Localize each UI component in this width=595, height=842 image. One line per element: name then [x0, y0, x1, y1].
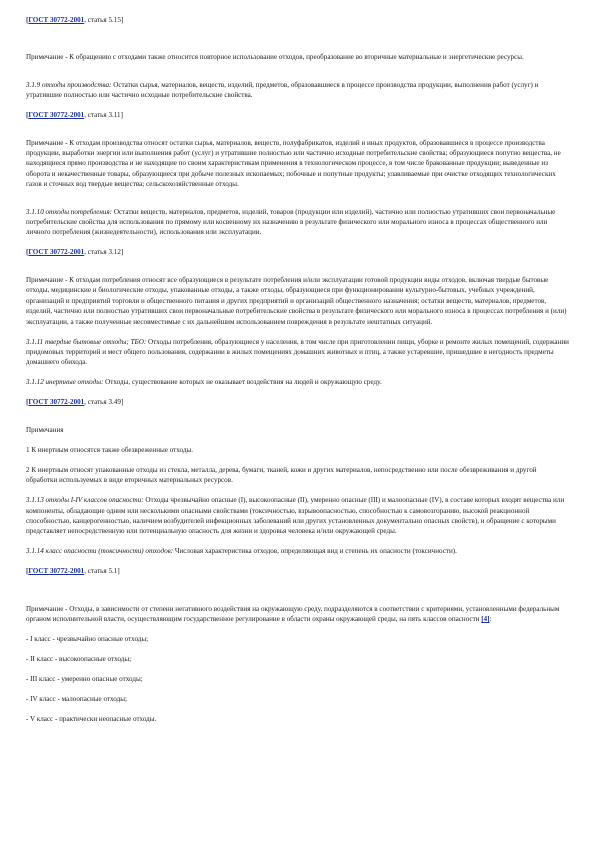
- hazard-class-item: - III класс - умеренно опасные отходы;: [26, 675, 143, 684]
- note-paragraph: [26, 604, 569, 625]
- term-definition: [26, 546, 569, 556]
- note-paragraph: Примечание - К обращению с отходами также относится повторное использование отходов, преобразование во вторичные материальные и энергетические ресурсы.: [26, 53, 524, 62]
- term-text: Числовая характеристика отходов, определяющая вид и степень их опасности (токсичности).: [173, 547, 457, 556]
- term-name: 3.1.9 отходы производства:: [26, 80, 112, 89]
- hazard-class-item: - V класс - практически неопасные отходы.: [26, 715, 157, 724]
- reference-tail: , статья 5.1]: [84, 567, 120, 576]
- reference-tail: , статья 3.49]: [84, 398, 124, 407]
- hazard-class-item: - IV класс - малоопасные отходы;: [26, 695, 127, 704]
- reference-line: [ГОСТ 30772-2001, статья 5.1]: [26, 567, 120, 576]
- note-item: 1 К инертным относятся также обезвреженные отходы.: [26, 445, 194, 454]
- reference-line: [ГОСТ 30772-2001, статья 3.11]: [26, 111, 123, 120]
- footnote-link[interactable]: [4]: [481, 615, 490, 624]
- gost-link[interactable]: ГОСТ 30772-2001: [28, 398, 85, 407]
- note-paragraph: Примечание - К отходам потребления относят все образующиеся в результате потребления и/или эксплуатации готовой продукции виды отходов, включая твердые бытовые отходы, медицинские и биологические отходы, упакованные отходы, а также отходы, образующиеся при функционировании культурно-бытовых, учебных учреждений, организаций и предприятий торговли и общественного питания и других предприятий и организаций общественного назначения; остатки веществ, материалов, предметов, изделий, частично или полностью утративших свои первоначальные потребительские свойства в результате физического или морального износа в процессах потребления и (или) эксплуатации, а также полученные несовместимые с их дальнейшим использованием повреждения в результате нештатных ситуаций.: [26, 275, 567, 326]
- term-text: Отходы, существование которых не оказывает воздействия на людей и окружающую среду.: [103, 378, 382, 387]
- term-text: Отходы чрезвычайно опасные (I), высокоопасные (II), умеренно опасные (III) и малоопасные (IV), в составе которых входят вещества или компоненты, обладающие одним или несколькими опасными свойствами (токсичностью, взрывоопасностью, способностью к самовозгоранию, высокой реакционной способностью, канцерогенностью, наличием возбудителей инфекционных заболеваний или других установленных документально опасных свойств), и обращение с которыми представляет непосредственную или потенциальную опасность для жизни и здоровья человека и/или окружающей среды.: [26, 496, 565, 536]
- term-definition: [26, 337, 569, 368]
- reference-tail: , статья 3.12]: [84, 248, 124, 257]
- note-paragraph: Примечание - К отходам производства относят остатки сырья, материалов, веществ, полуфабрикатов, изделий и иных продуктов, образовавшиеся в процессе производства продукции, выработки энергии или выполнения работ (услуг) и утратившие полностью или частично исходные потребительские свойства; образующиеся попутно вещества, не находящиеся прямо производства и не находящие по своим характеристикам применения в технологическом процессе, в том числе бракованные продукции; выведенные из оборота и некачественные товары, образующиеся при добыче полезных ископаемых; побочные и попутные продукты; улавливаемые при очистке отходящих технологических газов и сточных вод твердые вещества; сельскохозяйственные отходы.: [26, 138, 561, 189]
- hazard-class-item: - I класс - чрезвычайно опасные отходы;: [26, 635, 149, 644]
- term-definition: [26, 80, 569, 101]
- term-definition: [26, 495, 569, 537]
- term-name: 3.1.14 класс опасности (токсичности) отходов:: [26, 547, 174, 556]
- note-tail: :: [489, 615, 492, 624]
- term-text: Отходы потребления, образующиеся у населения, в том числе при приготовлении пищи, уборке и ремонте жилых помещений, содержании придомовых территорий и мест общего пользования, содержании в жилых помещениях домашних животных и птиц, а также устаревшие, пришедшие в негодность предметы домашнего обихода.: [26, 337, 569, 367]
- term-name: 3.1.12 инертные отходы:: [26, 378, 104, 387]
- reference-line: [ГОСТ 30772-2001, статья 3.12]: [26, 248, 124, 257]
- reference-tail: , статья 5.15]: [84, 16, 124, 24]
- reference-line: [ГОСТ 30772-2001, статья 5.15]: [26, 16, 124, 24]
- gost-link[interactable]: ГОСТ 30772-2001: [28, 567, 85, 576]
- term-definition: [26, 207, 569, 238]
- term-name: 3.1.10 отходы потребления:: [26, 207, 113, 216]
- term-name: 3.1.11 твердые бытовые отходы; ТБО:: [26, 337, 147, 346]
- reference-tail: , статья 3.11]: [84, 111, 123, 120]
- gost-link[interactable]: ГОСТ 30772-2001: [28, 16, 85, 24]
- gost-link[interactable]: ГОСТ 30772-2001: [28, 111, 85, 120]
- hazard-class-item: - II класс - высокоопасные отходы;: [26, 655, 132, 664]
- gost-link[interactable]: ГОСТ 30772-2001: [28, 248, 85, 257]
- note-text: Примечание - Отходы, в зависимости от степени негативного воздействия на окружающую среду, подразделяются в соответствии с критериями, установленными федеральным органом исполнительной власти, осуществляющим государственное регулирование в области охраны окружающей среды, на пять классов опасности: [26, 604, 560, 624]
- reference-line: [ГОСТ 30772-2001, статья 3.49]: [26, 398, 124, 407]
- term-definition: [26, 377, 569, 387]
- term-name: 3.1.13 отходы I-IV классов опасности:: [26, 496, 144, 505]
- note-item: 2 К инертным относят упакованные отходы из стекла, металла, дерева, бумаги, тканей, кожи и других материалов, непосредственно или после обезвреживания и другой обработки используемых в виде вторичных материальных ресурсов.: [26, 465, 537, 485]
- notes-heading: Примечания: [26, 425, 64, 434]
- term-text: Остатки сырья, материалов, веществ, изделий, предметов, образовавшиеся в процессе производства продукции, выполнения работ (услуг) и утратившие полностью или частично исходные потребительские свойства.: [26, 80, 539, 100]
- term-text: Остатки веществ, материалов, предметов, изделий, товаров (продукции или изделий), частично или полностью утративших свои первоначальные потребительские свойства для использования по прямому или косвенному их назначению в результате физического или морального износа в процессах общественного или личного потребления (жизнедеятельности), использования или эксплуатации.: [26, 207, 556, 237]
